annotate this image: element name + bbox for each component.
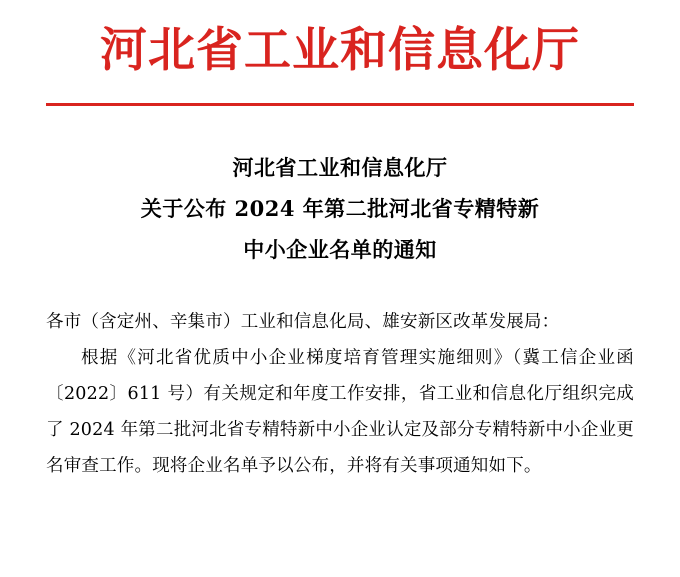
document-title-line-2: 关于公布 2024 年第二批河北省专精特新 [140, 196, 540, 222]
letterhead-organization: 河北省工业和信息化厅 [100, 23, 580, 78]
recipient-line: 各市（含定州、辛集市）工业和信息化局、雄安新区改革发展局： [46, 312, 560, 333]
document-title-line-1: 河北省工业和信息化厅 [232, 155, 448, 181]
document-title [46, 148, 634, 271]
document-body [46, 305, 634, 484]
letterhead-divider [46, 103, 634, 106]
letterhead [46, 0, 634, 106]
document-title-line-3: 中小企业名单的通知 [243, 237, 437, 263]
body-paragraph-1: 根据《河北省优质中小企业梯度培育管理实施细则》（冀工信企业函〔2022〕611 号）有关规定和年度工作安排，省工业和信息化厅组织完成了 2024 年第二批河北省专精特新中小企业认定及部分专精特新中小企业更名审查工作。现将企业名单予以公布，并将有关事项通知如下。 [46, 348, 634, 476]
